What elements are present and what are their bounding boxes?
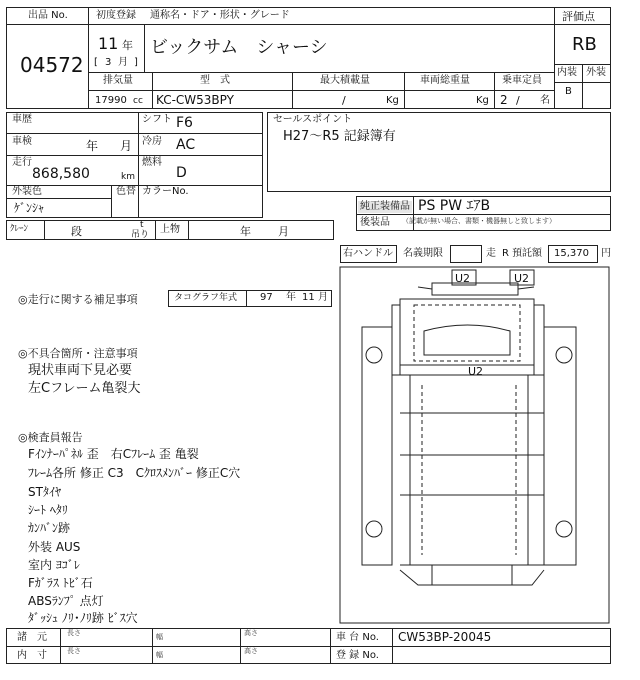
handle-value: 右ハンドル: [343, 248, 393, 259]
fuel-label: 燃料: [142, 157, 162, 168]
gross-weight-unit: Kg: [476, 95, 489, 106]
yen-unit: 円: [601, 248, 611, 259]
inspector-item: 室内 ﾖｺﾞﾚ: [28, 558, 80, 572]
inspector-item: ﾀﾞｯｼｭ ﾉﾘ･ﾉﾘ跡 ﾋﾞｽ穴: [28, 611, 138, 625]
max-load-unit: Kg: [386, 95, 399, 106]
inspection-month-unit: 月: [120, 139, 133, 153]
interior-label: 内装: [557, 67, 577, 78]
color-no-label: 色替: [116, 186, 136, 197]
color-label: 外装色: [12, 186, 42, 197]
grade-label: 評価点: [562, 10, 595, 23]
inspector-title: ◎検査員報告: [18, 431, 83, 444]
details-frame: [6, 112, 263, 218]
tacho-month-unit: 月: [318, 292, 328, 303]
shift-label: シフト: [142, 114, 172, 125]
inspector-item: ｼｰﾄ ﾍﾀﾘ: [28, 503, 68, 517]
r-label: R: [502, 248, 509, 259]
model-label: 型 式: [200, 75, 230, 86]
displacement-label: 排気量: [103, 75, 133, 86]
inspection-label: 車検: [12, 136, 32, 147]
interior-dims-label: 内 寸: [17, 650, 47, 661]
first-reg-month: 3: [105, 57, 112, 68]
damage-mark: U2: [468, 365, 484, 378]
ac-label: 冷房: [142, 136, 162, 147]
title-period-label: 名義期限: [403, 248, 443, 259]
inspector-item: Fｲﾝﾅｰﾊﾟﾈﾙ 歪 右Cﾌﾚｰﾑ 歪 亀裂: [28, 447, 199, 461]
specs-label: 諸 元: [17, 632, 47, 643]
running-notes-title: ◎走行に関する補足事項: [18, 293, 138, 306]
deposit-value: 15,370: [554, 248, 589, 259]
truck-diagram: [338, 265, 611, 625]
car-name-label: 通称名・ドア・形状・グレード: [150, 10, 290, 21]
max-load-sep: /: [342, 94, 346, 107]
displacement-unit: cc: [133, 96, 143, 106]
height-label: 高さ: [244, 629, 258, 637]
capacity-unit: 名: [540, 95, 550, 106]
month-unit: 月: [118, 57, 128, 68]
defect-item: 左Cフレーム亀裂大: [28, 381, 141, 396]
mount-year-unit: 年: [240, 225, 251, 238]
capacity-label: 乗車定員: [502, 75, 542, 86]
mileage-unit: km: [121, 172, 135, 182]
mileage-value: 868,580: [32, 166, 90, 182]
inspection-year-unit: 年: [86, 139, 99, 153]
lot-label: 出品 No.: [28, 10, 68, 21]
chassis-value: CW53BP-20045: [398, 630, 492, 644]
mount-month-unit: 月: [278, 225, 289, 238]
tacho-year: 97: [260, 292, 273, 303]
ac-value: AC: [176, 137, 196, 153]
color-value: ｹﾞﾝｼｬ: [14, 201, 45, 215]
fuel-value: D: [176, 165, 187, 181]
width-label: 幅: [156, 651, 163, 659]
max-load-label: 最大積載量: [320, 75, 370, 86]
reg-no-label: 登 録 No.: [336, 650, 379, 661]
equipment-label: 純正装備品: [360, 201, 410, 212]
crane-label: ｸﾚｰﾝ: [10, 224, 29, 234]
lot-number: 04572: [20, 53, 84, 77]
first-reg-label: 初度登録: [96, 10, 136, 21]
first-reg-year: 11: [98, 34, 119, 53]
sales-point-value: H27～R5 記録簿有: [283, 129, 396, 144]
damage-mark: U2: [514, 272, 530, 285]
interior-score: B: [565, 86, 572, 97]
crane-t-unit: t: [140, 220, 144, 230]
inspector-item: ﾌﾚｰﾑ各所 修正 C3 Cｸﾛｽﾒﾝﾊﾞｰ 修正C穴: [28, 466, 241, 480]
displacement-value: 17990: [95, 95, 127, 106]
defects-title: ◎不具合箇所・注意事項: [18, 347, 138, 360]
title-period-box: [450, 245, 482, 263]
aftermarket-label: 後装品: [360, 217, 390, 228]
grade-value: RB: [572, 34, 597, 55]
chassis-label: 車 台 No.: [336, 632, 379, 643]
width-label: 幅: [156, 633, 163, 641]
deposit-label: 預託額: [512, 248, 542, 259]
inspector-item: Fｶﾞﾗｽ ﾄﾋﾞ石: [28, 576, 93, 590]
crane-lift-unit: 吊り: [131, 230, 150, 240]
mileage-check-label: 走: [486, 248, 496, 259]
capacity-value: 2: [500, 93, 508, 107]
car-name: ビックサム シャーシ: [150, 37, 328, 58]
equipment-value: PS PW ｴｱB: [418, 198, 491, 214]
sales-point-label: セールスポイント: [273, 114, 353, 125]
tacho-year-unit: 年: [286, 292, 296, 303]
history-label: 車歴: [12, 114, 32, 125]
shift-value: F6: [176, 115, 193, 131]
tacho-month: 11: [302, 292, 315, 303]
mount-label: 上物: [160, 224, 180, 235]
length-label: 長さ: [67, 647, 81, 655]
aftermarket-note: （記載が無い場合、書類・機器無しと致します）: [402, 217, 556, 225]
month-open-bracket: [: [94, 57, 98, 68]
inspector-item: ｶﾝﾊﾞﾝ跡: [28, 521, 71, 535]
capacity-sep: /: [516, 94, 520, 107]
inspector-item: ABSﾗﾝﾌﾟ 点灯: [28, 594, 104, 608]
model-value: KC-CW53BPY: [156, 93, 234, 107]
gross-weight-label: 車両総重量: [420, 75, 470, 86]
month-close-bracket: ]: [134, 57, 138, 68]
inspector-item: STﾀｲﾔ: [28, 485, 61, 499]
height-label: 高さ: [244, 647, 258, 655]
tacho-label: タコグラフ年式: [174, 293, 238, 303]
year-unit: 年: [122, 39, 133, 52]
mileage-label: 走行: [12, 157, 32, 168]
damage-mark: U2: [455, 272, 471, 285]
crane-stage-unit: 段: [71, 225, 82, 238]
defect-item: 現状車両下見必要: [28, 363, 133, 378]
color-code-label: カラーNo.: [142, 186, 189, 197]
exterior-label: 外装: [586, 67, 606, 78]
inspector-item: 外装 AUS: [28, 540, 81, 554]
length-label: 長さ: [67, 629, 81, 637]
